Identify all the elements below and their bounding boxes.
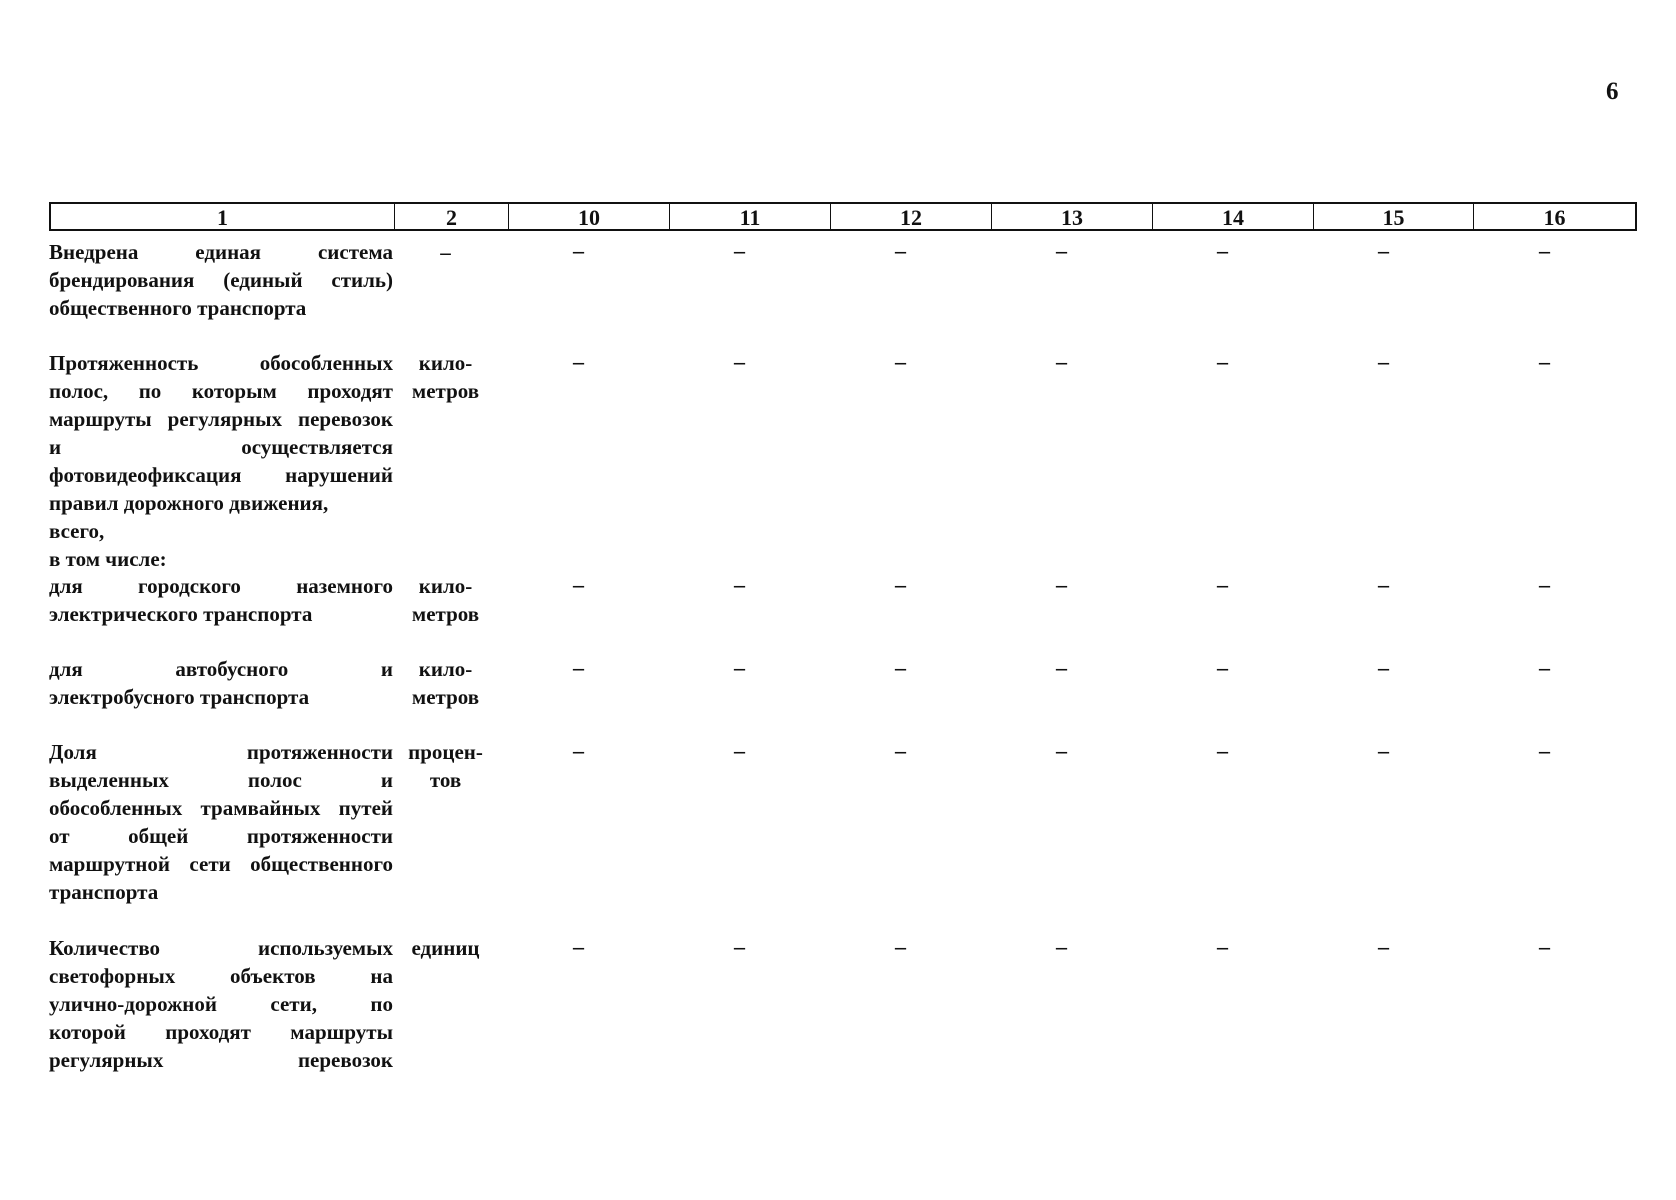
row-name-line: правил дорожного движения,	[49, 491, 329, 515]
header-col-10: 10	[509, 204, 670, 229]
value-col-16: –	[1539, 655, 1550, 680]
value-col-13: –	[1056, 238, 1067, 263]
row-name-line: Внедрена единая система	[49, 240, 393, 264]
header-col-16: 16	[1543, 205, 1566, 230]
row-name-line: Протяженность обособленных	[49, 351, 393, 375]
value-col-11: –	[734, 349, 745, 374]
value-col-15: –	[1378, 934, 1389, 959]
row-unit	[393, 349, 498, 573]
row-unit-line: метров	[411, 685, 480, 709]
row-unit-line: процен-	[408, 740, 483, 764]
row-unit-line: метров	[411, 379, 480, 403]
value-col-15: –	[1378, 238, 1389, 263]
table-header	[49, 202, 1637, 231]
table-row	[49, 934, 1625, 1074]
row-unit-line: –	[440, 240, 451, 264]
row-unit-line: единиц	[411, 936, 480, 960]
value-col-11: –	[734, 238, 745, 263]
row-name-line: в том числе:	[49, 547, 167, 571]
value-col-10: –	[573, 655, 584, 680]
row-name-line: полос, по которым проходят	[49, 379, 393, 403]
row-name	[49, 572, 393, 628]
row-name	[49, 655, 393, 711]
row-name-line: Доля протяженности	[49, 740, 393, 764]
table-row	[49, 655, 1625, 711]
row-name-line: электробусного транспорта	[49, 685, 310, 709]
value-col-10: –	[573, 934, 584, 959]
row-unit-line: кило-	[418, 574, 473, 598]
row-name-line: от общей протяженности	[49, 824, 393, 848]
value-col-15: –	[1378, 655, 1389, 680]
value-col-10: –	[573, 738, 584, 763]
row-name-line: которой проходят маршруты	[49, 1020, 393, 1044]
value-col-14: –	[1217, 572, 1228, 597]
value-col-13: –	[1056, 738, 1067, 763]
row-name	[49, 934, 393, 1074]
row-name-line: всего,	[49, 519, 105, 543]
value-col-15: –	[1378, 349, 1389, 374]
row-name-line: светофорных объектов на	[49, 964, 393, 988]
table-row	[49, 349, 1625, 573]
row-unit	[393, 238, 498, 322]
value-col-15: –	[1378, 572, 1389, 597]
value-col-11: –	[734, 655, 745, 680]
value-col-14: –	[1217, 655, 1228, 680]
row-name-line: регулярных перевозок	[49, 1048, 393, 1072]
row-name-line: фотовидеофиксация нарушений	[49, 463, 393, 487]
header-col-1: 1	[51, 204, 395, 229]
value-col-12: –	[895, 738, 906, 763]
row-name-line: и осуществляется	[49, 435, 393, 459]
value-col-16: –	[1539, 238, 1550, 263]
value-col-10: –	[573, 572, 584, 597]
value-col-11: –	[734, 934, 745, 959]
row-name-line: обособленных трамвайных путей	[49, 796, 393, 820]
value-col-13: –	[1056, 349, 1067, 374]
row-name-line: электрического транспорта	[49, 602, 313, 626]
row-name	[49, 349, 393, 573]
row-name-line: маршруты регулярных перевозок	[49, 407, 393, 431]
value-col-10: –	[573, 238, 584, 263]
row-name-line: для автобусного и	[49, 657, 393, 681]
row-name-line: для городского наземного	[49, 574, 393, 598]
value-col-11: –	[734, 572, 745, 597]
row-name-line: улично-дорожной сети, по	[49, 992, 393, 1016]
row-name-line: брендирования (единый стиль)	[49, 268, 393, 292]
row-unit	[393, 572, 498, 628]
row-name-line: Количество используемых	[49, 936, 393, 960]
value-col-10: –	[573, 349, 584, 374]
value-col-12: –	[895, 572, 906, 597]
value-col-14: –	[1217, 238, 1228, 263]
value-col-13: –	[1056, 572, 1067, 597]
header-col-14: 14	[1153, 204, 1314, 229]
value-col-14: –	[1217, 934, 1228, 959]
value-col-16: –	[1539, 572, 1550, 597]
value-col-16: –	[1539, 738, 1550, 763]
header-col-15: 15	[1314, 204, 1474, 229]
row-name-line: маршрутной сети общественного	[49, 852, 393, 876]
value-col-16: –	[1539, 349, 1550, 374]
row-unit-line: тов	[429, 768, 462, 792]
row-name	[49, 238, 393, 322]
header-col-13: 13	[992, 204, 1153, 229]
value-col-12: –	[895, 349, 906, 374]
value-col-12: –	[895, 655, 906, 680]
value-col-14: –	[1217, 738, 1228, 763]
value-col-12: –	[895, 934, 906, 959]
header-col-2: 2	[395, 204, 509, 229]
value-col-13: –	[1056, 655, 1067, 680]
value-col-13: –	[1056, 934, 1067, 959]
row-name	[49, 738, 393, 906]
table-row	[49, 238, 1625, 322]
header-col-11: 11	[670, 204, 831, 229]
row-unit	[393, 934, 498, 1074]
row-unit	[393, 738, 498, 906]
value-col-15: –	[1378, 738, 1389, 763]
page-number: 6	[1606, 78, 1619, 105]
row-unit-line: кило-	[418, 657, 473, 681]
row-name-line: общественного транспорта	[49, 296, 307, 320]
row-name-line: выделенных полос и	[49, 768, 393, 792]
row-unit	[393, 655, 498, 711]
value-col-12: –	[895, 238, 906, 263]
table-row	[49, 572, 1625, 628]
table-row	[49, 738, 1625, 906]
row-unit-line: метров	[411, 602, 480, 626]
value-col-11: –	[734, 738, 745, 763]
row-name-line: транспорта	[49, 880, 159, 904]
header-col-12: 12	[831, 204, 992, 229]
value-col-14: –	[1217, 349, 1228, 374]
value-col-16: –	[1539, 934, 1550, 959]
row-unit-line: кило-	[418, 351, 473, 375]
